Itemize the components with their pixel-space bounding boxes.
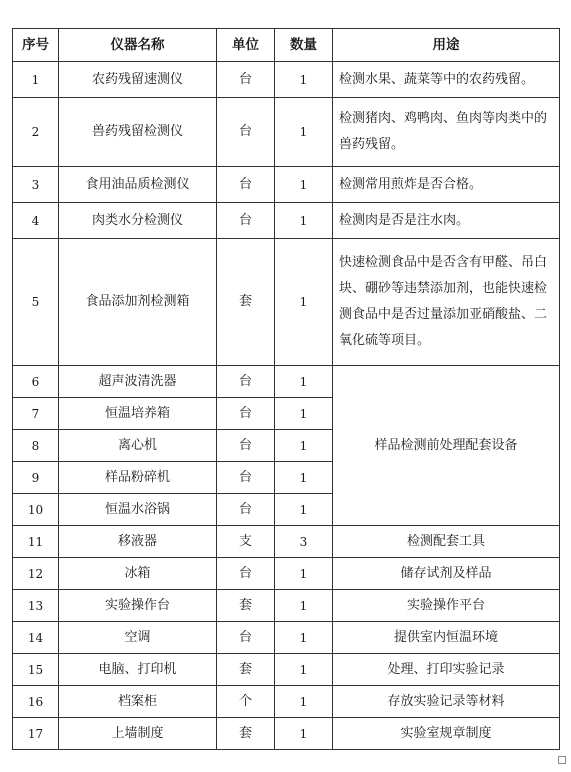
row-index: 11 (13, 526, 59, 558)
row-use: 储存试剂及样品 (333, 558, 560, 590)
row-name: 恒温培养箱 (59, 398, 217, 430)
row-name: 移液器 (59, 526, 217, 558)
row-qty: 1 (275, 654, 333, 686)
row-name: 恒温水浴锅 (59, 494, 217, 526)
row-use: 检测猪肉、鸡鸭肉、鱼肉等肉类中的兽药残留。 (333, 98, 560, 167)
table-row (13, 62, 560, 98)
row-unit: 套 (217, 718, 275, 750)
row-index: 10 (13, 494, 59, 526)
row-name: 食用油品质检测仪 (59, 167, 217, 203)
row-index: 13 (13, 590, 59, 622)
table-row (13, 558, 560, 590)
merged-use-cell: 样品检测前处理配套设备 (333, 366, 560, 526)
row-name: 肉类水分检测仪 (59, 203, 217, 239)
table-row (13, 718, 560, 750)
row-unit: 台 (217, 167, 275, 203)
row-unit: 台 (217, 98, 275, 167)
row-use: 检测水果、蔬菜等中的农药残留。 (333, 62, 560, 98)
row-qty: 1 (275, 718, 333, 750)
row-use: 存放实验记录等材料 (333, 686, 560, 718)
row-qty: 1 (275, 398, 333, 430)
row-name: 冰箱 (59, 558, 217, 590)
row-unit: 台 (217, 622, 275, 654)
header-name: 仪器名称 (59, 29, 217, 62)
table-row (13, 590, 560, 622)
row-index: 14 (13, 622, 59, 654)
row-name: 空调 (59, 622, 217, 654)
row-qty: 1 (275, 558, 333, 590)
row-qty: 1 (275, 590, 333, 622)
row-index: 17 (13, 718, 59, 750)
row-index: 5 (13, 239, 59, 366)
row-qty: 1 (275, 430, 333, 462)
table-row (13, 654, 560, 686)
header-row (13, 29, 560, 62)
row-unit: 个 (217, 686, 275, 718)
row-index: 8 (13, 430, 59, 462)
row-use: 快速检测食品中是否含有甲醛、吊白块、硼砂等违禁添加剂，也能快速检测食品中是否过量添加亚硝酸盐、二氧化硫等项目。 (333, 239, 560, 366)
row-name: 电脑、打印机 (59, 654, 217, 686)
row-unit: 台 (217, 366, 275, 398)
row-qty: 1 (275, 239, 333, 366)
row-unit: 套 (217, 590, 275, 622)
row-unit: 台 (217, 430, 275, 462)
row-name: 离心机 (59, 430, 217, 462)
row-qty: 1 (275, 494, 333, 526)
table-row (13, 239, 560, 366)
row-index: 4 (13, 203, 59, 239)
row-unit: 支 (217, 526, 275, 558)
row-unit: 套 (217, 239, 275, 366)
row-index: 3 (13, 167, 59, 203)
row-unit: 台 (217, 558, 275, 590)
paragraph-mark (558, 756, 566, 764)
row-use: 检测肉是否是注水肉。 (333, 203, 560, 239)
row-index: 15 (13, 654, 59, 686)
row-name: 超声波清洗器 (59, 366, 217, 398)
row-index: 6 (13, 366, 59, 398)
row-name: 实验操作台 (59, 590, 217, 622)
table-row (13, 526, 560, 558)
header-unit: 单位 (217, 29, 275, 62)
row-name: 兽药残留检测仪 (59, 98, 217, 167)
row-use: 检测常用煎炸是否合格。 (333, 167, 560, 203)
row-qty: 1 (275, 203, 333, 239)
row-use: 实验室规章制度 (333, 718, 560, 750)
row-index: 7 (13, 398, 59, 430)
table-row (13, 203, 560, 239)
header-qty: 数量 (275, 29, 333, 62)
row-qty: 1 (275, 366, 333, 398)
row-qty: 1 (275, 622, 333, 654)
table-row (13, 622, 560, 654)
row-unit: 套 (217, 654, 275, 686)
row-unit: 台 (217, 462, 275, 494)
table-row (13, 167, 560, 203)
row-unit: 台 (217, 398, 275, 430)
row-use: 检测配套工具 (333, 526, 560, 558)
row-use: 处理、打印实验记录 (333, 654, 560, 686)
table-row (13, 98, 560, 167)
row-name: 食品添加剂检测箱 (59, 239, 217, 366)
row-index: 2 (13, 98, 59, 167)
row-use: 提供室内恒温环境 (333, 622, 560, 654)
row-index: 1 (13, 62, 59, 98)
row-qty: 1 (275, 686, 333, 718)
row-name: 农药残留速测仪 (59, 62, 217, 98)
row-qty: 3 (275, 526, 333, 558)
row-qty: 1 (275, 62, 333, 98)
row-name: 样品粉碎机 (59, 462, 217, 494)
row-unit: 台 (217, 494, 275, 526)
row-unit: 台 (217, 203, 275, 239)
row-qty: 1 (275, 462, 333, 494)
row-index: 16 (13, 686, 59, 718)
header-index: 序号 (13, 29, 59, 62)
row-qty: 1 (275, 98, 333, 167)
row-index: 12 (13, 558, 59, 590)
row-qty: 1 (275, 167, 333, 203)
header-use: 用途 (333, 29, 560, 62)
table-row (13, 366, 560, 398)
row-use: 实验操作平台 (333, 590, 560, 622)
row-name: 上墙制度 (59, 718, 217, 750)
equipment-table (12, 28, 560, 750)
row-unit: 台 (217, 62, 275, 98)
table-row (13, 686, 560, 718)
row-name: 档案柜 (59, 686, 217, 718)
row-index: 9 (13, 462, 59, 494)
